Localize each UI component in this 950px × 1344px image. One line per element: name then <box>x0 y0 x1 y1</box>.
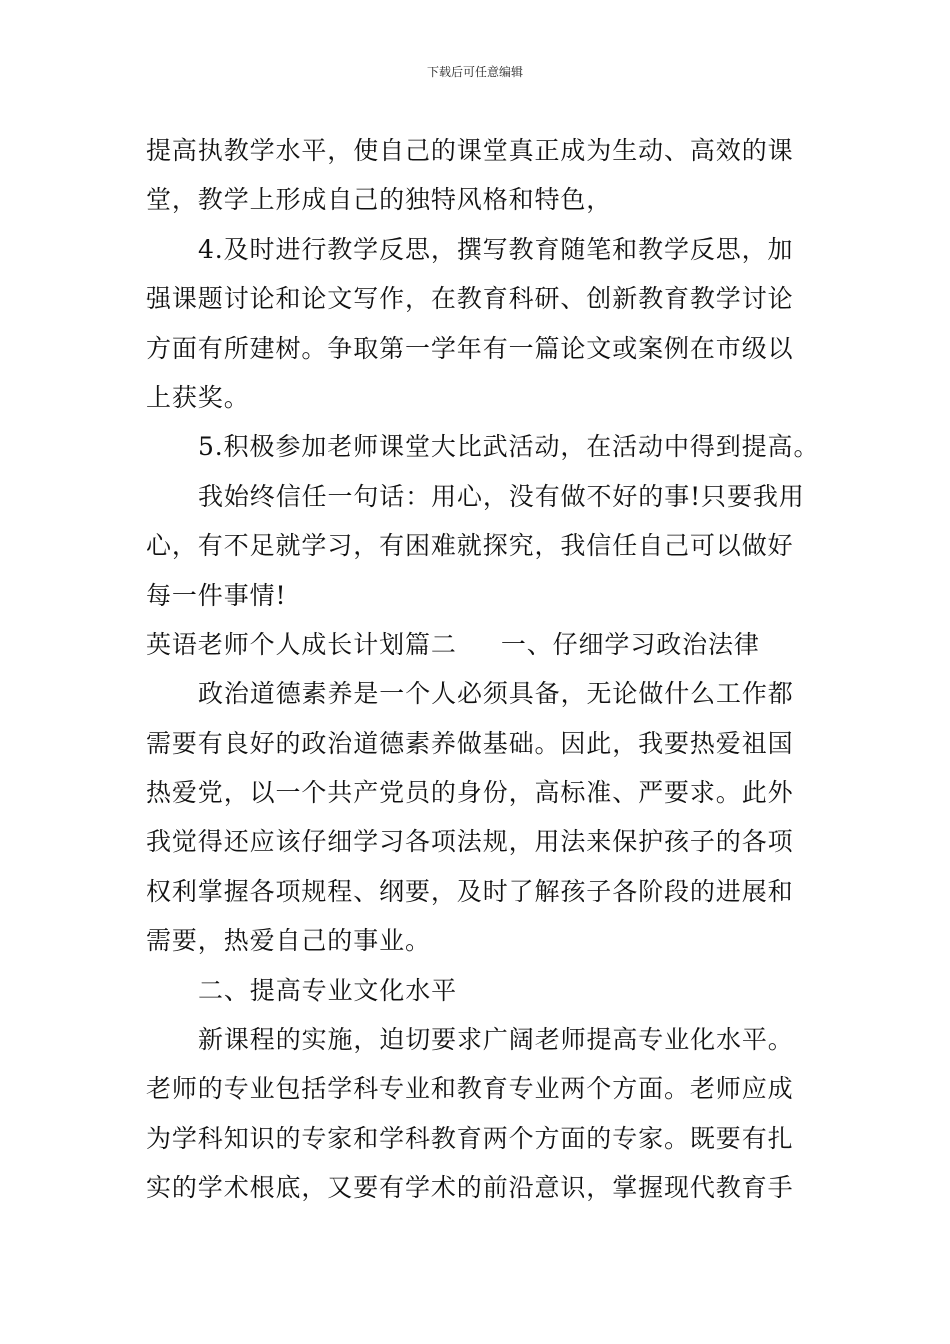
text-line: 强课题讨论和论文写作，在教育科研、创新教育教学讨论 <box>146 284 794 314</box>
text-line: 每一件事情! <box>146 580 287 610</box>
list-item-4: 4.及时进行教学反思，撰写教育随笔和教学反思，加 <box>198 234 794 264</box>
text-line: 权利掌握各项规程、纲要，及时了解孩子各阶段的进展和 <box>146 876 794 906</box>
section-title: 英语老师个人成长计划篇二 <box>146 629 457 659</box>
paragraph-start: 政治道德素养是一个人必须具备，无论做什么工作都 <box>198 679 794 709</box>
section-title-line <box>146 620 812 669</box>
document-body <box>146 126 820 1213</box>
text-line: 实的学术根底，又要有学术的前沿意识，掌握现代教育手 <box>146 1173 794 1203</box>
text-line: 需要，热爱自己的事业。 <box>146 926 431 956</box>
text-line: 方面有所建树。争取第一学年有一篇论文或案例在市级以 <box>146 333 794 363</box>
paragraph-start: 新课程的实施，迫切要求广阔老师提高专业化水平。 <box>198 1025 794 1055</box>
text-line: 热爱党，以一个共产党员的身份，高标准、严要求。此外 <box>146 778 794 808</box>
list-item-5: 5.积极参加老师课堂大比武活动，在活动中得到提高。 <box>198 432 820 462</box>
text-line: 需要有良好的政治道德素养做基础。因此，我要热爱祖国 <box>146 728 794 758</box>
text-line: 堂，教学上形成自己的独特风格和特色， <box>146 185 613 215</box>
text-line: 心，有不足就学习，有困难就探究，我信任自己可以做好 <box>146 531 794 561</box>
text-line: 老师的专业包括学科专业和教育专业两个方面。老师应成 <box>146 1074 794 1104</box>
text-line: 提高执教学水平，使自己的课堂真正成为生动、高效的课 <box>146 136 794 165</box>
section-heading-2: 二、提高专业文化水平 <box>198 975 458 1005</box>
text-line: 上获奖。 <box>146 382 250 412</box>
section-heading-1: 一、仔细学习政治法律 <box>500 629 760 659</box>
paragraph-start: 我始终信任一句话：用心，没有做不好的事!只要我用 <box>198 481 805 511</box>
page-header: 下载后可任意编辑 <box>426 65 523 79</box>
text-line: 为学科知识的专家和学科教育两个方面的专家。既要有扎 <box>146 1123 794 1153</box>
text-line: 我觉得还应该仔细学习各项法规，用法来保护孩子的各项 <box>146 827 794 857</box>
